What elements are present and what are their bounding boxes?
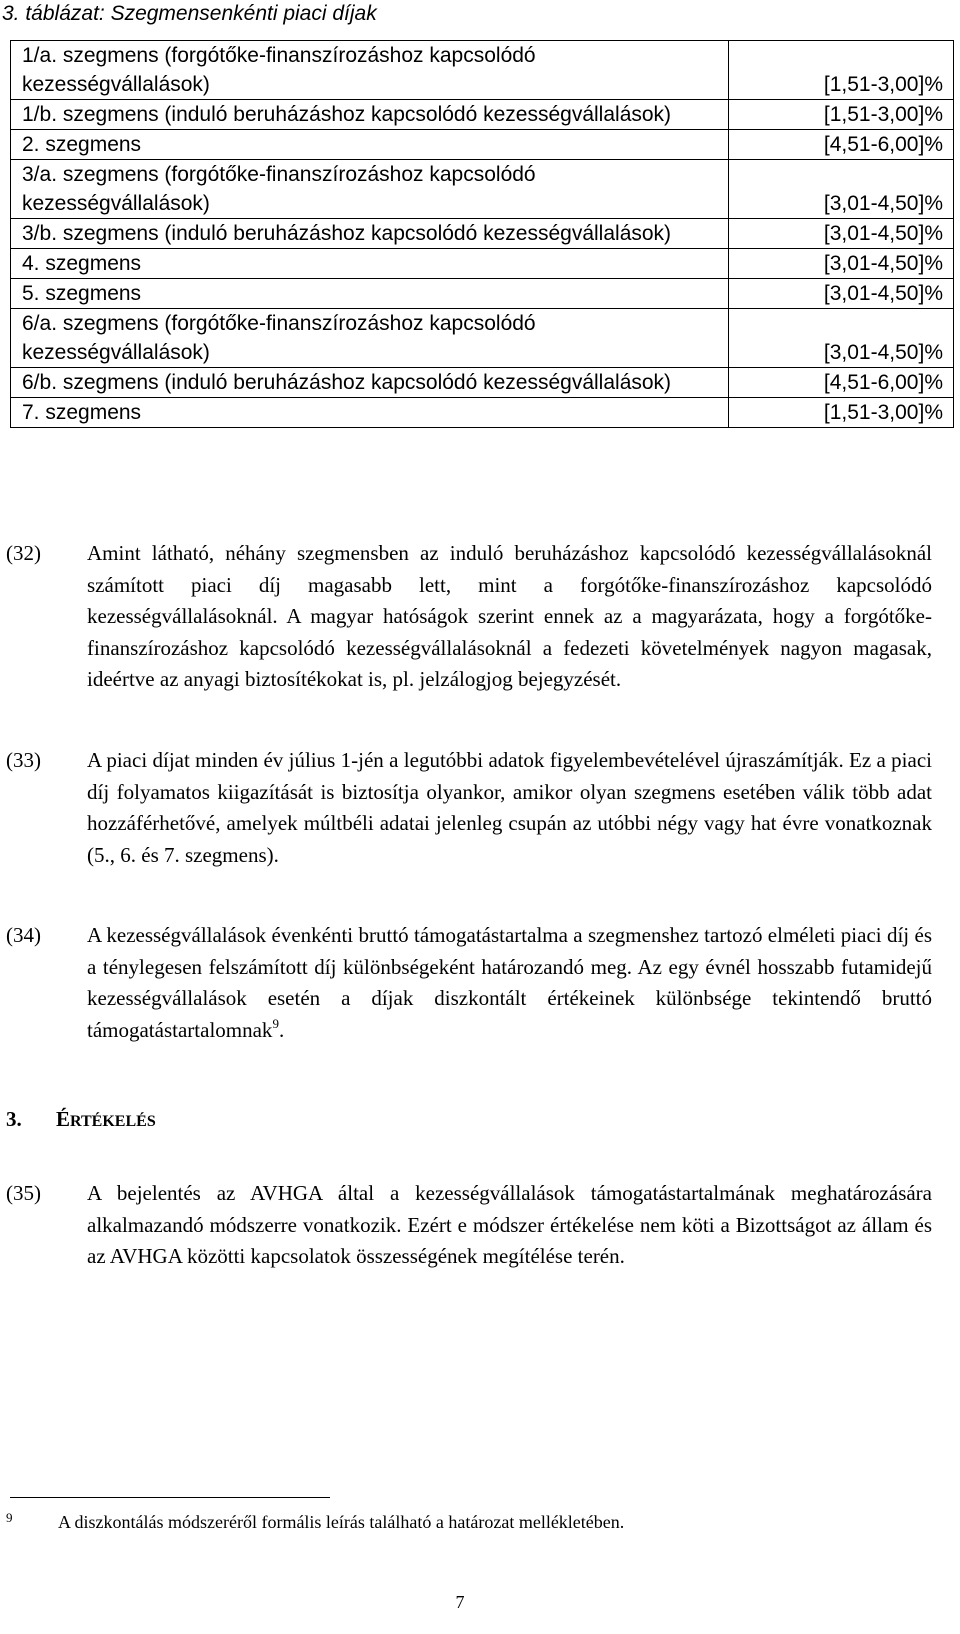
market-fee-table: [10, 40, 954, 428]
table-row: [11, 398, 954, 428]
rate-cell: [3,01-4,50]%: [729, 309, 954, 368]
paragraph-number: (34): [6, 923, 41, 947]
segment-cell: 2. szegmens: [11, 130, 729, 160]
rate-cell: [1,51-3,00]%: [729, 398, 954, 428]
table-row: [11, 41, 954, 100]
footnote-reference[interactable]: 9: [272, 1015, 279, 1031]
footnote: [6, 1508, 926, 1536]
footnote-number: 9: [6, 1510, 13, 1525]
paragraph-35: [6, 1178, 932, 1273]
rate-cell: [3,01-4,50]%: [729, 249, 954, 279]
section-title-initial: É: [56, 1107, 71, 1131]
table-row: [11, 160, 954, 219]
paragraph-33: [6, 745, 932, 871]
page-number: 7: [455, 1592, 465, 1612]
section-number: 3.: [6, 1107, 22, 1131]
footnote-separator: [10, 1497, 330, 1498]
segment-cell: 3/a. szegmens (forgótőke-finanszírozáshoz kapcsolódó kezességvállalások): [11, 160, 729, 219]
segment-cell: 6/b. szegmens (induló beruházáshoz kapcsolódó kezességvállalások): [11, 368, 729, 398]
table-row: [11, 130, 954, 160]
paragraph-34: [6, 920, 932, 1046]
paragraph-text: [87, 920, 932, 1046]
footnote-text: A diszkontálás módszeréről formális leírás található a határozat mellékletében.: [58, 1512, 625, 1532]
rate-cell: [1,51-3,00]%: [729, 100, 954, 130]
paragraph-text: Amint látható, néhány szegmensben az induló beruházáshoz kapcsolódó kezességvállalásoknál számított piaci díj magasabb lett, mint a forgótőke-finanszírozáshoz kapcsolódó kezességvállalásoknál. A magyar hatóságok szerint ennek az a magyarázata, hogy a forgótőke-finanszírozáshoz kapcsolódó kezességvállalásoknál a fedezeti követelmények nagyon magasak, ideértve az anyagi biztosítékokat is, pl. jelzálogjog bejegyzését.: [87, 541, 932, 691]
table-row: [11, 100, 954, 130]
table-row: [11, 309, 954, 368]
paragraph-number: (35): [6, 1181, 41, 1205]
paragraph-number: (32): [6, 541, 41, 565]
table-row: [11, 219, 954, 249]
paragraph-trailing: .: [278, 1017, 285, 1042]
section-heading: [6, 1105, 156, 1136]
segment-cell: 3/b. szegmens (induló beruházáshoz kapcsolódó kezességvállalások): [11, 219, 729, 249]
segment-cell: 5. szegmens: [11, 279, 729, 309]
rate-cell: [1,51-3,00]%: [729, 41, 954, 100]
table-row: [11, 249, 954, 279]
table-row: [11, 279, 954, 309]
table-row: [11, 368, 954, 398]
segment-cell: 6/a. szegmens (forgótőke-finanszírozáshoz kapcsolódó kezességvállalások): [11, 309, 729, 368]
segment-cell: 7. szegmens: [11, 398, 729, 428]
table-caption: 3. táblázat: Szegmensenkénti piaci díjak: [2, 2, 377, 25]
segment-cell: 1/b. szegmens (induló beruházáshoz kapcsolódó kezességvállalások): [11, 100, 729, 130]
paragraph-text: A bejelentés az AVHGA által a kezességvállalások támogatástartalmának meghatározására alkalmazandó módszerre vonatkozik. Ezért e módszer értékelése nem köti a Bizottságot az állam és az AVHGA közötti kapcsolatok összességének megítélése terén.: [87, 1181, 932, 1268]
segment-cell: 1/a. szegmens (forgótőke-finanszírozáshoz kapcsolódó kezességvállalások): [11, 41, 729, 100]
paragraph-number: (33): [6, 748, 41, 772]
rate-cell: [3,01-4,50]%: [729, 160, 954, 219]
section-title-rest: RTÉKELÉS: [70, 1113, 156, 1130]
rate-cell: [4,51-6,00]%: [729, 130, 954, 160]
paragraph-body: A kezességvállalások évenkénti bruttó támogatástartalma a szegmenshez tartozó elméleti piaci díj és a ténylegesen felszámított díj különbségeként határozandó meg. Az egy évnél hosszabb futamidejű kezességvállalások esetén a díjak diszkontált értékeinek különbsége tekintendő bruttó támogatástartalomnak: [87, 923, 932, 1042]
paragraph-text: A piaci díjat minden év július 1-jén a legutóbbi adatok figyelembevételével újraszámítják. Ez a piaci díj folyamatos kiigazítását is biztosítja olyankor, amikor olyan szegmens esetében válik több adat hozzáférhetővé, amelyek múltbéli adatai jelenleg csupán az utóbbi négy vagy hat évre vonatkoznak (5., 6. és 7. szegmens).: [87, 748, 932, 867]
rate-cell: [4,51-6,00]%: [729, 368, 954, 398]
rate-cell: [3,01-4,50]%: [729, 279, 954, 309]
segment-cell: 4. szegmens: [11, 249, 729, 279]
rate-cell: [3,01-4,50]%: [729, 219, 954, 249]
paragraph-32: [6, 538, 932, 696]
